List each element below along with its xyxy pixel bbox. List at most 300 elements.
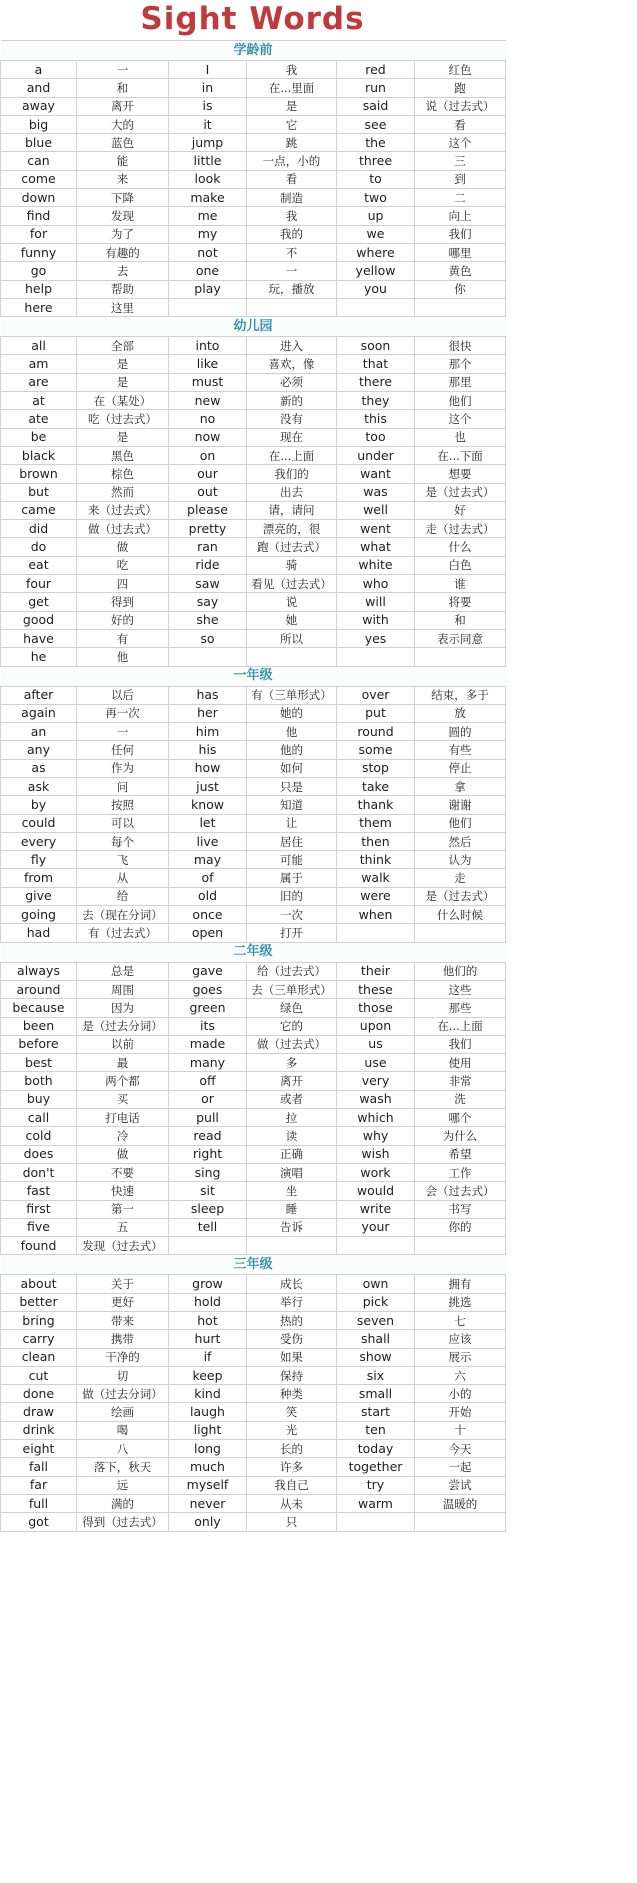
- chinese-meaning-cell: 演唱: [247, 1163, 337, 1181]
- english-word-cell: look: [169, 170, 247, 188]
- chinese-meaning-cell: 笑: [247, 1403, 337, 1421]
- table-row: [1, 115, 506, 133]
- table-row: [1, 1145, 506, 1163]
- english-word-cell: those: [337, 999, 415, 1017]
- english-word-cell: myself: [169, 1476, 247, 1494]
- english-word-cell: were: [337, 887, 415, 905]
- english-word-cell: both: [1, 1072, 77, 1090]
- chinese-meaning-cell: 一: [77, 723, 169, 741]
- english-word-cell: make: [169, 189, 247, 207]
- chinese-meaning-cell: 使用: [415, 1054, 506, 1072]
- section-header: 一年级: [1, 666, 506, 686]
- chinese-meaning-cell: 拉: [247, 1109, 337, 1127]
- chinese-meaning-cell: 去: [77, 262, 169, 280]
- chinese-meaning-cell: 请，请问: [247, 501, 337, 519]
- table-row: [1, 170, 506, 188]
- chinese-meaning-cell: 表示同意: [415, 629, 506, 647]
- chinese-meaning-cell: 结束，多于: [415, 686, 506, 704]
- chinese-meaning-cell: 绿色: [247, 999, 337, 1017]
- chinese-meaning-cell: 三: [415, 152, 506, 170]
- english-word-cell: [337, 1513, 415, 1531]
- chinese-meaning-cell: 工作: [415, 1163, 506, 1181]
- table-row: [1, 262, 506, 280]
- english-word-cell: can: [1, 152, 77, 170]
- english-word-cell: around: [1, 980, 77, 998]
- chinese-meaning-cell: 哪个: [415, 1109, 506, 1127]
- chinese-meaning-cell: 是: [77, 428, 169, 446]
- english-word-cell: us: [337, 1035, 415, 1053]
- table-row: [1, 1237, 506, 1255]
- chinese-meaning-cell: 受伤: [247, 1330, 337, 1348]
- table-row: [1, 887, 506, 905]
- chinese-meaning-cell: 没有: [247, 410, 337, 428]
- chinese-meaning-cell: 每个: [77, 832, 169, 850]
- english-word-cell: fly: [1, 851, 77, 869]
- english-word-cell: say: [169, 593, 247, 611]
- english-word-cell: because: [1, 999, 77, 1017]
- chinese-meaning-cell: 种类: [247, 1385, 337, 1403]
- chinese-meaning-cell: 所以: [247, 629, 337, 647]
- english-word-cell: had: [1, 924, 77, 942]
- chinese-meaning-cell: 是: [247, 97, 337, 115]
- table-row: [1, 851, 506, 869]
- chinese-meaning-cell: 我: [247, 207, 337, 225]
- chinese-meaning-cell: 那些: [415, 999, 506, 1017]
- chinese-meaning-cell: 拿: [415, 777, 506, 795]
- chinese-meaning-cell: 只: [247, 1513, 337, 1531]
- english-word-cell: at: [1, 392, 77, 410]
- english-word-cell: [169, 1237, 247, 1255]
- english-word-cell: ten: [337, 1421, 415, 1439]
- chinese-meaning-cell: 因为: [77, 999, 169, 1017]
- english-word-cell: laugh: [169, 1403, 247, 1421]
- chinese-meaning-cell: 进入: [247, 337, 337, 355]
- chinese-meaning-cell: 我自己: [247, 1476, 337, 1494]
- section-header: 二年级: [1, 942, 506, 962]
- chinese-meaning-cell: 今天: [415, 1440, 506, 1458]
- table-row: [1, 355, 506, 373]
- table-row: [1, 189, 506, 207]
- table-row: [1, 629, 506, 647]
- table-row: [1, 796, 506, 814]
- chinese-meaning-cell: 长的: [247, 1440, 337, 1458]
- english-word-cell: blue: [1, 134, 77, 152]
- table-row: [1, 832, 506, 850]
- english-word-cell: grow: [169, 1275, 247, 1293]
- chinese-meaning-cell: 温暖的: [415, 1494, 506, 1512]
- chinese-meaning-cell: 离开: [77, 97, 169, 115]
- english-word-cell: much: [169, 1458, 247, 1476]
- chinese-meaning-cell: 再一次: [77, 704, 169, 722]
- chinese-meaning-cell: 什么时候: [415, 906, 506, 924]
- table-row: [1, 373, 506, 391]
- chinese-meaning-cell: 给: [77, 887, 169, 905]
- english-word-cell: his: [169, 741, 247, 759]
- chinese-meaning-cell: 第一: [77, 1200, 169, 1218]
- english-word-cell: before: [1, 1035, 77, 1053]
- chinese-meaning-cell: 是: [77, 355, 169, 373]
- english-word-cell: not: [169, 243, 247, 261]
- english-word-cell: yellow: [337, 262, 415, 280]
- chinese-meaning-cell: 新的: [247, 392, 337, 410]
- english-word-cell: ride: [169, 556, 247, 574]
- table-row: [1, 1182, 506, 1200]
- english-word-cell: eight: [1, 1440, 77, 1458]
- chinese-meaning-cell: 带来: [77, 1312, 169, 1330]
- english-word-cell: just: [169, 777, 247, 795]
- chinese-meaning-cell: 干净的: [77, 1348, 169, 1366]
- english-word-cell: drink: [1, 1421, 77, 1439]
- english-word-cell: ask: [1, 777, 77, 795]
- chinese-meaning-cell: 为什么: [415, 1127, 506, 1145]
- chinese-meaning-cell: 我们的: [247, 465, 337, 483]
- english-word-cell: cut: [1, 1366, 77, 1384]
- english-word-cell: goes: [169, 980, 247, 998]
- chinese-meaning-cell: 这个: [415, 134, 506, 152]
- chinese-meaning-cell: 放: [415, 704, 506, 722]
- chinese-meaning-cell: 他们: [415, 392, 506, 410]
- table-row: [1, 1017, 506, 1035]
- english-word-cell: think: [337, 851, 415, 869]
- chinese-meaning-cell: 一起: [415, 1458, 506, 1476]
- english-word-cell: if: [169, 1348, 247, 1366]
- english-word-cell: you: [337, 280, 415, 298]
- english-word-cell: when: [337, 906, 415, 924]
- chinese-meaning-cell: 读: [247, 1127, 337, 1145]
- table-row: [1, 869, 506, 887]
- english-word-cell: clean: [1, 1348, 77, 1366]
- english-word-cell: been: [1, 1017, 77, 1035]
- chinese-meaning-cell: 全部: [77, 337, 169, 355]
- english-word-cell: wash: [337, 1090, 415, 1108]
- chinese-meaning-cell: 按照: [77, 796, 169, 814]
- english-word-cell: seven: [337, 1312, 415, 1330]
- chinese-meaning-cell: 为了: [77, 225, 169, 243]
- english-word-cell: then: [337, 832, 415, 850]
- chinese-meaning-cell: 我: [247, 61, 337, 79]
- chinese-meaning-cell: 书写: [415, 1200, 506, 1218]
- chinese-meaning-cell: 黑色: [77, 446, 169, 464]
- chinese-meaning-cell: 一点，小的: [247, 152, 337, 170]
- english-word-cell: here: [1, 298, 77, 316]
- chinese-meaning-cell: 你的: [415, 1218, 506, 1236]
- chinese-meaning-cell: 如何: [247, 759, 337, 777]
- chinese-meaning-cell: 发现: [77, 207, 169, 225]
- table-row: [1, 962, 506, 980]
- english-word-cell: where: [337, 243, 415, 261]
- english-word-cell: eat: [1, 556, 77, 574]
- english-word-cell: are: [1, 373, 77, 391]
- english-word-cell: write: [337, 1200, 415, 1218]
- chinese-meaning-cell: 制造: [247, 189, 337, 207]
- chinese-meaning-cell: 漂亮的，很: [247, 520, 337, 538]
- chinese-meaning-cell: 跳: [247, 134, 337, 152]
- chinese-meaning-cell: 七: [415, 1312, 506, 1330]
- chinese-meaning-cell: 携带: [77, 1330, 169, 1348]
- english-word-cell: help: [1, 280, 77, 298]
- english-word-cell: must: [169, 373, 247, 391]
- chinese-meaning-cell: 多: [247, 1054, 337, 1072]
- english-word-cell: too: [337, 428, 415, 446]
- english-word-cell: work: [337, 1163, 415, 1181]
- chinese-meaning-cell: 四: [77, 575, 169, 593]
- english-word-cell: but: [1, 483, 77, 501]
- english-word-cell: made: [169, 1035, 247, 1053]
- table-row: [1, 1200, 506, 1218]
- chinese-meaning-cell: 光: [247, 1421, 337, 1439]
- chinese-meaning-cell: 做: [77, 1145, 169, 1163]
- english-word-cell: am: [1, 355, 77, 373]
- english-word-cell: for: [1, 225, 77, 243]
- english-word-cell: many: [169, 1054, 247, 1072]
- english-word-cell: live: [169, 832, 247, 850]
- table-row: [1, 1494, 506, 1512]
- chinese-meaning-cell: 周围: [77, 980, 169, 998]
- table-row: [1, 611, 506, 629]
- english-word-cell: show: [337, 1348, 415, 1366]
- chinese-meaning-cell: 做: [77, 538, 169, 556]
- chinese-meaning-cell: 属于: [247, 869, 337, 887]
- english-word-cell: please: [169, 501, 247, 519]
- table-row: [1, 1109, 506, 1127]
- table-row: [1, 723, 506, 741]
- english-word-cell: green: [169, 999, 247, 1017]
- english-word-cell: I: [169, 61, 247, 79]
- chinese-meaning-cell: 问: [77, 777, 169, 795]
- chinese-meaning-cell: 它的: [247, 1017, 337, 1035]
- english-word-cell: round: [337, 723, 415, 741]
- english-word-cell: give: [1, 887, 77, 905]
- english-word-cell: got: [1, 1513, 77, 1531]
- english-word-cell: only: [169, 1513, 247, 1531]
- chinese-meaning-cell: 和: [415, 611, 506, 629]
- chinese-meaning-cell: 他们: [415, 814, 506, 832]
- english-word-cell: new: [169, 392, 247, 410]
- english-word-cell: we: [337, 225, 415, 243]
- english-word-cell: buy: [1, 1090, 77, 1108]
- english-word-cell: try: [337, 1476, 415, 1494]
- chinese-meaning-cell: 任何: [77, 741, 169, 759]
- chinese-meaning-cell: 一: [247, 262, 337, 280]
- english-word-cell: shall: [337, 1330, 415, 1348]
- chinese-meaning-cell: 哪里: [415, 243, 506, 261]
- english-word-cell: sing: [169, 1163, 247, 1181]
- english-word-cell: yes: [337, 629, 415, 647]
- table-row: [1, 61, 506, 79]
- chinese-meaning-cell: 可能: [247, 851, 337, 869]
- chinese-meaning-cell: [415, 1513, 506, 1531]
- english-word-cell: to: [337, 170, 415, 188]
- english-word-cell: read: [169, 1127, 247, 1145]
- chinese-meaning-cell: 得到（过去式）: [77, 1513, 169, 1531]
- chinese-meaning-cell: 不要: [77, 1163, 169, 1181]
- chinese-meaning-cell: 看见（过去式）: [247, 575, 337, 593]
- chinese-meaning-cell: 跑（过去式）: [247, 538, 337, 556]
- english-word-cell: three: [337, 152, 415, 170]
- table-row: [1, 593, 506, 611]
- english-word-cell: don't: [1, 1163, 77, 1181]
- english-word-cell: far: [1, 1476, 77, 1494]
- english-word-cell: warm: [337, 1494, 415, 1512]
- english-word-cell: well: [337, 501, 415, 519]
- chinese-meaning-cell: 一次: [247, 906, 337, 924]
- chinese-meaning-cell: 出去: [247, 483, 337, 501]
- chinese-meaning-cell: 吃: [77, 556, 169, 574]
- english-word-cell: see: [337, 115, 415, 133]
- english-word-cell: funny: [1, 243, 77, 261]
- chinese-meaning-cell: 知道: [247, 796, 337, 814]
- chinese-meaning-cell: 许多: [247, 1458, 337, 1476]
- table-row: [1, 446, 506, 464]
- section-header: 幼儿园: [1, 317, 506, 337]
- chinese-meaning-cell: 从未: [247, 1494, 337, 1512]
- chinese-meaning-cell: 买: [77, 1090, 169, 1108]
- table-row: [1, 1421, 506, 1439]
- chinese-meaning-cell: 告诉: [247, 1218, 337, 1236]
- english-word-cell: use: [337, 1054, 415, 1072]
- english-word-cell: down: [1, 189, 77, 207]
- english-word-cell: fast: [1, 1182, 77, 1200]
- english-word-cell: [337, 648, 415, 666]
- chinese-meaning-cell: 满的: [77, 1494, 169, 1512]
- table-row: [1, 97, 506, 115]
- table-row: [1, 1330, 506, 1348]
- english-word-cell: open: [169, 924, 247, 942]
- chinese-meaning-cell: 落下，秋天: [77, 1458, 169, 1476]
- table-row: [1, 777, 506, 795]
- table-row: [1, 1090, 506, 1108]
- chinese-meaning-cell: 这个: [415, 410, 506, 428]
- chinese-meaning-cell: 有些: [415, 741, 506, 759]
- english-word-cell: wish: [337, 1145, 415, 1163]
- table-row: [1, 152, 506, 170]
- chinese-meaning-cell: 然而: [77, 483, 169, 501]
- chinese-meaning-cell: 居住: [247, 832, 337, 850]
- english-word-cell: your: [337, 1218, 415, 1236]
- english-word-cell: how: [169, 759, 247, 777]
- chinese-meaning-cell: 这些: [415, 980, 506, 998]
- english-word-cell: hold: [169, 1293, 247, 1311]
- chinese-meaning-cell: 到: [415, 170, 506, 188]
- english-word-cell: from: [1, 869, 77, 887]
- chinese-meaning-cell: 你: [415, 280, 506, 298]
- chinese-meaning-cell: 冷: [77, 1127, 169, 1145]
- chinese-meaning-cell: 跑: [415, 79, 506, 97]
- chinese-meaning-cell: 打开: [247, 924, 337, 942]
- table-row: [1, 207, 506, 225]
- table-row: [1, 686, 506, 704]
- english-word-cell: or: [169, 1090, 247, 1108]
- chinese-meaning-cell: 谢谢: [415, 796, 506, 814]
- chinese-meaning-cell: 最: [77, 1054, 169, 1072]
- chinese-meaning-cell: 不: [247, 243, 337, 261]
- english-word-cell: could: [1, 814, 77, 832]
- table-row: [1, 1218, 506, 1236]
- chinese-meaning-cell: 她: [247, 611, 337, 629]
- chinese-meaning-cell: 让: [247, 814, 337, 832]
- english-word-cell: cold: [1, 1127, 77, 1145]
- english-word-cell: take: [337, 777, 415, 795]
- english-word-cell: be: [1, 428, 77, 446]
- chinese-meaning-cell: 五: [77, 1218, 169, 1236]
- section-header: 三年级: [1, 1255, 506, 1275]
- english-word-cell: now: [169, 428, 247, 446]
- english-word-cell: [337, 298, 415, 316]
- chinese-meaning-cell: 如果: [247, 1348, 337, 1366]
- english-word-cell: jump: [169, 134, 247, 152]
- english-word-cell: small: [337, 1385, 415, 1403]
- section-header-row: [1, 1255, 506, 1275]
- table-row: [1, 538, 506, 556]
- english-word-cell: full: [1, 1494, 77, 1512]
- english-word-cell: [337, 924, 415, 942]
- chinese-meaning-cell: 它: [247, 115, 337, 133]
- table-row: [1, 1054, 506, 1072]
- english-word-cell: was: [337, 483, 415, 501]
- chinese-meaning-cell: 去（现在分词）: [77, 906, 169, 924]
- chinese-meaning-cell: 和: [77, 79, 169, 97]
- table-row: [1, 1385, 506, 1403]
- english-word-cell: walk: [337, 869, 415, 887]
- chinese-meaning-cell: 发现（过去式）: [77, 1237, 169, 1255]
- chinese-meaning-cell: 总是: [77, 962, 169, 980]
- english-word-cell: in: [169, 79, 247, 97]
- chinese-meaning-cell: 必须: [247, 373, 337, 391]
- english-word-cell: him: [169, 723, 247, 741]
- english-word-cell: very: [337, 1072, 415, 1090]
- table-row: [1, 337, 506, 355]
- english-word-cell: two: [337, 189, 415, 207]
- english-word-cell: soon: [337, 337, 415, 355]
- chinese-meaning-cell: 将要: [415, 593, 506, 611]
- chinese-meaning-cell: 好: [415, 501, 506, 519]
- chinese-meaning-cell: 大的: [77, 115, 169, 133]
- chinese-meaning-cell: 得到: [77, 593, 169, 611]
- english-word-cell: after: [1, 686, 77, 704]
- chinese-meaning-cell: 非常: [415, 1072, 506, 1090]
- table-row: [1, 465, 506, 483]
- english-word-cell: own: [337, 1275, 415, 1293]
- chinese-meaning-cell: 骑: [247, 556, 337, 574]
- table-row: [1, 1440, 506, 1458]
- chinese-meaning-cell: 更好: [77, 1293, 169, 1311]
- chinese-meaning-cell: 然后: [415, 832, 506, 850]
- table-row: [1, 280, 506, 298]
- sight-words-table: [0, 40, 506, 1532]
- english-word-cell: once: [169, 906, 247, 924]
- chinese-meaning-cell: 只是: [247, 777, 337, 795]
- english-word-cell: up: [337, 207, 415, 225]
- english-word-cell: red: [337, 61, 415, 79]
- chinese-meaning-cell: 有（过去式）: [77, 924, 169, 942]
- english-word-cell: and: [1, 79, 77, 97]
- chinese-meaning-cell: 认为: [415, 851, 506, 869]
- english-word-cell: put: [337, 704, 415, 722]
- table-row: [1, 225, 506, 243]
- chinese-meaning-cell: 看: [415, 115, 506, 133]
- chinese-meaning-cell: 下降: [77, 189, 169, 207]
- table-row: [1, 1035, 506, 1053]
- chinese-meaning-cell: 两个都: [77, 1072, 169, 1090]
- chinese-meaning-cell: [415, 924, 506, 942]
- english-word-cell: know: [169, 796, 247, 814]
- table-row: [1, 704, 506, 722]
- chinese-meaning-cell: 帮助: [77, 280, 169, 298]
- english-word-cell: under: [337, 446, 415, 464]
- chinese-meaning-cell: 离开: [247, 1072, 337, 1090]
- section-header-row: [1, 942, 506, 962]
- english-word-cell: on: [169, 446, 247, 464]
